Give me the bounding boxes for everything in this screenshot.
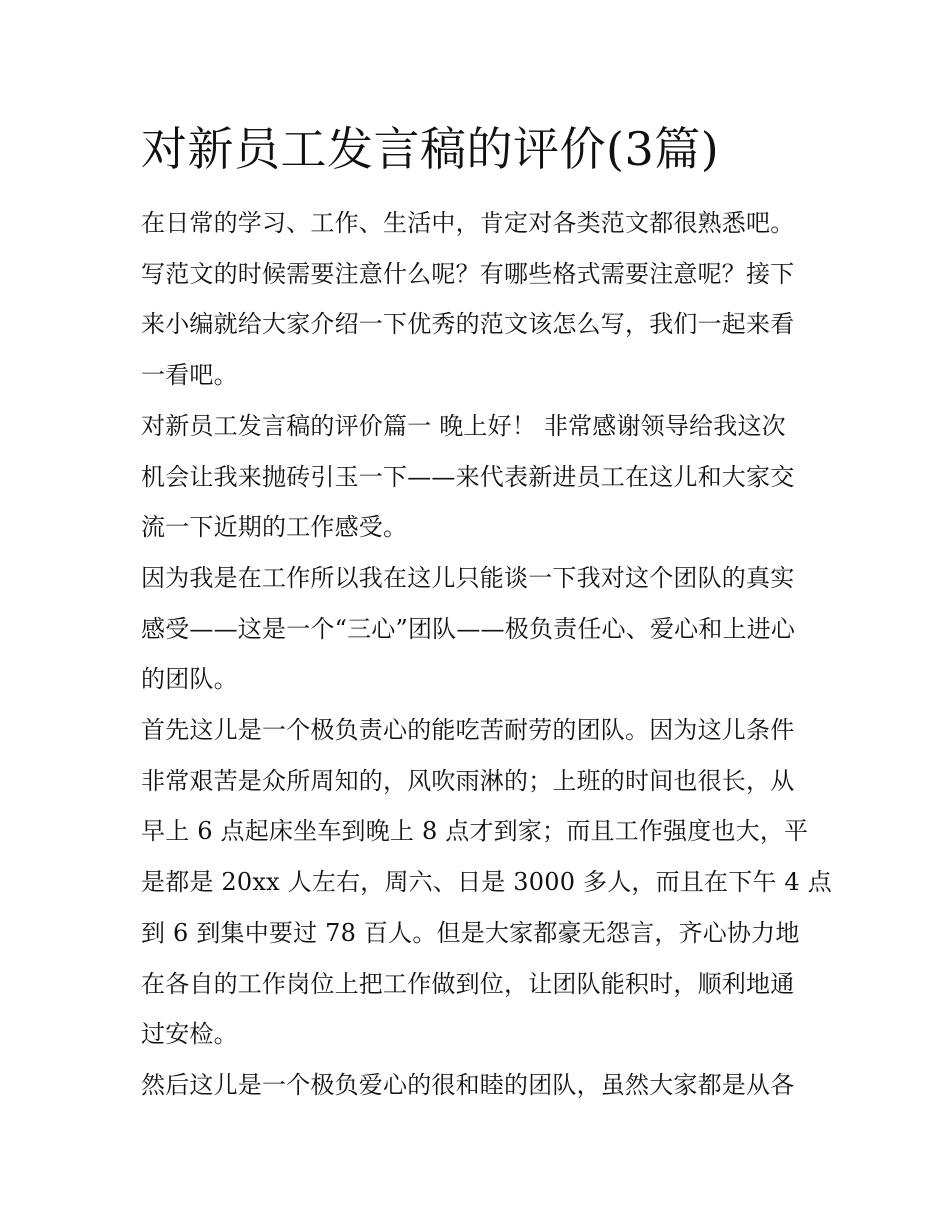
text-line: 因为我是在工作所以我在这儿只能谈一下我对这个团队的真实 [141, 563, 795, 592]
text-line: 过安检。 [141, 1020, 238, 1049]
document-title: 对新员工发言稿的评价(3篇) [141, 122, 720, 176]
text-line: 对新员工发言稿的评价篇一 晚上好！ 非常感谢领导给我这次 [141, 411, 786, 440]
text-line: 感受——这是一个“三心”团队——极负责任心、爱心和上进心 [141, 614, 796, 643]
document-body [141, 198, 832, 1111]
text-line: 一看吧。 [141, 361, 238, 390]
text-line: 是都是 20xx 人左右，周六、日是 3000 多人，而且在下午 4 点 [141, 868, 832, 897]
text-line: 非常艰苦是众所周知的，风吹雨淋的；上班的时间也很长，从 [141, 766, 795, 795]
paragraph [141, 198, 813, 401]
text-line: 流一下近期的工作感受。 [141, 513, 408, 542]
paragraph [141, 1060, 813, 1111]
text-line: 在各自的工作岗位上把工作做到位，让团队能积时，顺利地通 [141, 969, 795, 998]
text-line: 首先这儿是一个极负责心的能吃苦耐劳的团队。因为这儿条件 [141, 716, 795, 745]
text-line: 早上 6 点起床坐车到晚上 8 点才到家；而且工作强度也大，平 [141, 817, 809, 846]
text-line: 然后这儿是一个极负爱心的很和睦的团队，虽然大家都是从各 [141, 1070, 795, 1099]
paragraph [141, 401, 813, 553]
text-line: 来小编就给大家介绍一下优秀的范文该怎么写，我们一起来看 [141, 310, 795, 339]
paragraph [141, 553, 813, 705]
text-line: 写范文的时候需要注意什么呢？有哪些格式需要注意呢？接下 [141, 259, 795, 288]
paragraph [141, 705, 832, 1060]
text-line: 到 6 到集中要过 78 百人。但是大家都豪无怨言，齐心协力地 [141, 918, 800, 947]
text-line: 的团队。 [141, 665, 238, 694]
text-line: 机会让我来抛砖引玉一下——来代表新进员工在这儿和大家交 [141, 462, 795, 491]
text-line: 在日常的学习、工作、生活中，肯定对各类范文都很熟悉吧。 [141, 209, 795, 237]
